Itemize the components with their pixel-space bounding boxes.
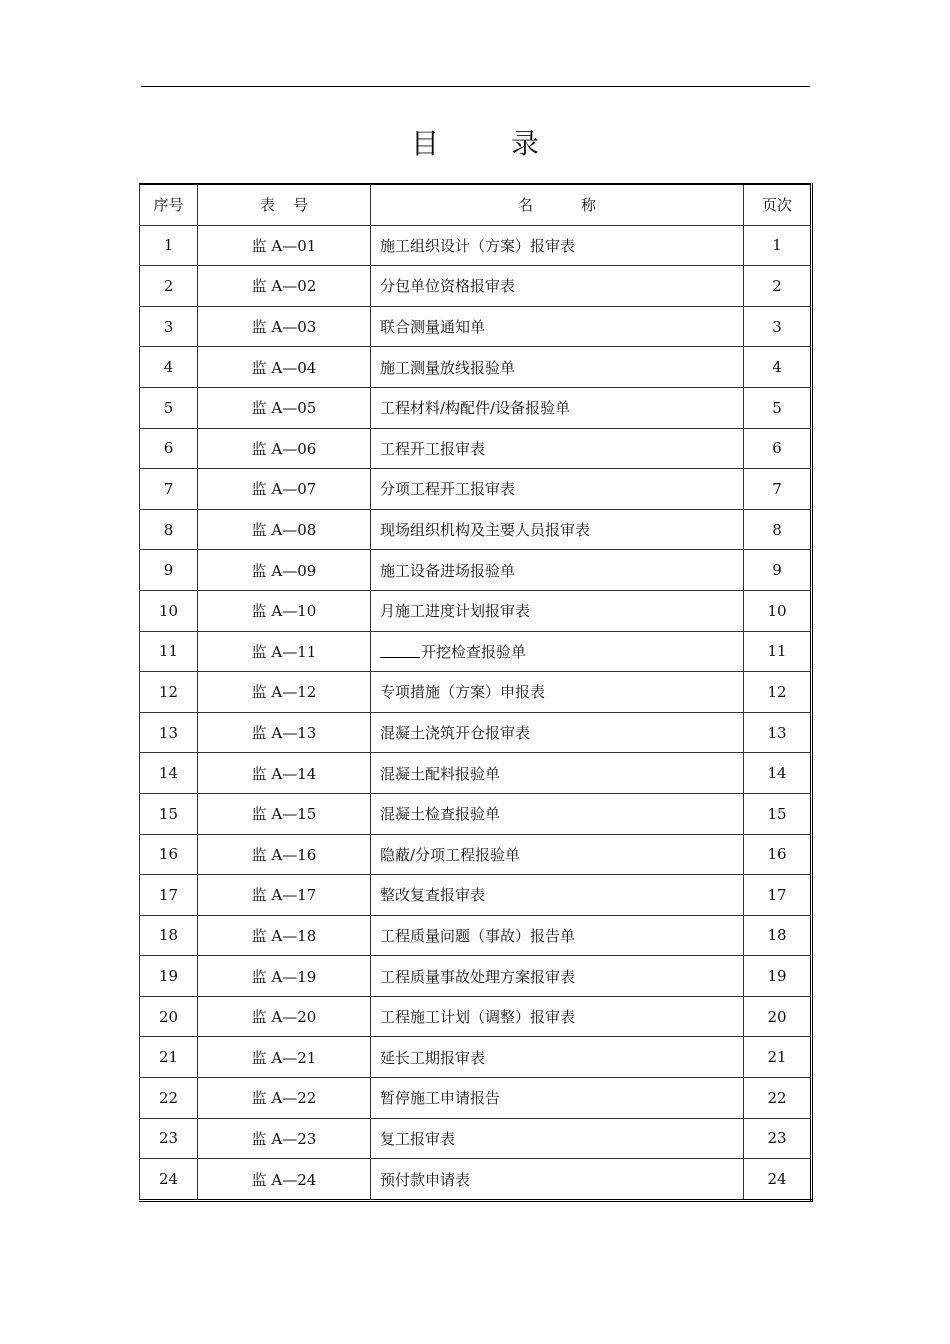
- col-header-code: 表号: [198, 184, 371, 225]
- table-header-row: [140, 184, 812, 225]
- table-row: [140, 387, 812, 428]
- table-row: [140, 793, 812, 834]
- toc-table: [139, 183, 813, 1202]
- row-page: 4: [744, 347, 812, 388]
- row-number: 8: [140, 509, 198, 550]
- col-header-no: 序号: [140, 184, 198, 225]
- row-page: 7: [744, 469, 812, 510]
- row-page: 10: [744, 590, 812, 631]
- table-row: [140, 509, 812, 550]
- row-form-name: 暂停施工申请报告: [371, 1078, 744, 1119]
- row-form-code: 监 A—06: [198, 428, 371, 469]
- row-form-name: 工程施工计划（调整）报审表: [371, 996, 744, 1037]
- row-page: 2: [744, 266, 812, 307]
- row-form-name: 专项措施（方案）申报表: [371, 672, 744, 713]
- row-number: 10: [140, 590, 198, 631]
- row-form-code: 监 A—20: [198, 996, 371, 1037]
- table-row: [140, 915, 812, 956]
- row-number: 3: [140, 306, 198, 347]
- row-number: 17: [140, 875, 198, 916]
- table-row: [140, 347, 812, 388]
- row-page: 24: [744, 1159, 812, 1201]
- row-form-code: 监 A—22: [198, 1078, 371, 1119]
- table-row: [140, 753, 812, 794]
- row-number: 9: [140, 550, 198, 591]
- row-form-code: 监 A—04: [198, 347, 371, 388]
- row-number: 2: [140, 266, 198, 307]
- row-form-name: 混凝土配料报验单: [371, 753, 744, 794]
- row-form-name: 施工组织设计（方案）报审表: [371, 225, 744, 266]
- row-form-code: 监 A—18: [198, 915, 371, 956]
- row-page: 18: [744, 915, 812, 956]
- table-row: [140, 469, 812, 510]
- row-number: 14: [140, 753, 198, 794]
- table-row: [140, 996, 812, 1037]
- row-number: 7: [140, 469, 198, 510]
- table-row: [140, 631, 812, 672]
- row-page: 15: [744, 793, 812, 834]
- row-page: 11: [744, 631, 812, 672]
- row-page: 3: [744, 306, 812, 347]
- row-form-code: 监 A—21: [198, 1037, 371, 1078]
- row-page: 22: [744, 1078, 812, 1119]
- row-page: 1: [744, 225, 812, 266]
- row-form-code: 监 A—05: [198, 387, 371, 428]
- row-form-name: 分项工程开工报审表: [371, 469, 744, 510]
- header-rule: [141, 86, 810, 87]
- row-number: 1: [140, 225, 198, 266]
- col-header-name: 名称: [371, 184, 744, 225]
- row-page: 20: [744, 996, 812, 1037]
- row-page: 19: [744, 956, 812, 997]
- row-page: 9: [744, 550, 812, 591]
- row-page: 14: [744, 753, 812, 794]
- table-row: [140, 956, 812, 997]
- row-form-code: 监 A—13: [198, 712, 371, 753]
- row-form-name: 现场组织机构及主要人员报审表: [371, 509, 744, 550]
- row-number: 20: [140, 996, 198, 1037]
- row-form-code: 监 A—19: [198, 956, 371, 997]
- row-form-name: 分包单位资格报审表: [371, 266, 744, 307]
- row-form-code: 监 A—24: [198, 1159, 371, 1201]
- row-number: 24: [140, 1159, 198, 1201]
- row-number: 15: [140, 793, 198, 834]
- table-row: [140, 1118, 812, 1159]
- row-page: 6: [744, 428, 812, 469]
- col-header-page: 页次: [744, 184, 812, 225]
- row-form-code: 监 A—11: [198, 631, 371, 672]
- row-form-name: 复工报审表: [371, 1118, 744, 1159]
- row-form-name: 工程质量事故处理方案报审表: [371, 956, 744, 997]
- row-number: 23: [140, 1118, 198, 1159]
- row-form-code: 监 A—12: [198, 672, 371, 713]
- row-form-name: 联合测量通知单: [371, 306, 744, 347]
- row-form-name: 混凝土检查报验单: [371, 793, 744, 834]
- fill-in-blank-line: [380, 656, 420, 658]
- row-number: 4: [140, 347, 198, 388]
- row-form-code: 监 A—23: [198, 1118, 371, 1159]
- table-row: [140, 266, 812, 307]
- table-row: [140, 550, 812, 591]
- row-page: 16: [744, 834, 812, 875]
- table-row: [140, 1037, 812, 1078]
- row-page: 12: [744, 672, 812, 713]
- row-form-name: 施工设备进场报验单: [371, 550, 744, 591]
- row-form-name: 隐蔽/分项工程报验单: [371, 834, 744, 875]
- row-number: 11: [140, 631, 198, 672]
- table-row: [140, 1078, 812, 1119]
- row-form-name: 施工测量放线报验单: [371, 347, 744, 388]
- row-page: 8: [744, 509, 812, 550]
- row-page: 13: [744, 712, 812, 753]
- table-row: [140, 712, 812, 753]
- row-form-name: 混凝土浇筑开仓报审表: [371, 712, 744, 753]
- row-number: 21: [140, 1037, 198, 1078]
- row-number: 19: [140, 956, 198, 997]
- row-form-code: 监 A—10: [198, 590, 371, 631]
- row-number: 6: [140, 428, 198, 469]
- table-row: [140, 590, 812, 631]
- row-form-code: 监 A—16: [198, 834, 371, 875]
- row-form-name: 延长工期报审表: [371, 1037, 744, 1078]
- row-form-code: 监 A—08: [198, 509, 371, 550]
- row-form-name: 工程开工报审表: [371, 428, 744, 469]
- table-row: [140, 306, 812, 347]
- page-title: 目录: [410, 127, 611, 160]
- row-number: 12: [140, 672, 198, 713]
- table-row: [140, 225, 812, 266]
- table-row: [140, 672, 812, 713]
- row-form-name-text: 开挖检查报验单: [421, 642, 527, 661]
- table-row: [140, 428, 812, 469]
- table-row: [140, 1159, 812, 1201]
- row-form-name: [371, 631, 744, 672]
- row-number: 5: [140, 387, 198, 428]
- row-form-name: 月施工进度计划报审表: [371, 590, 744, 631]
- row-number: 13: [140, 712, 198, 753]
- row-form-code: 监 A—17: [198, 875, 371, 916]
- row-page: 23: [744, 1118, 812, 1159]
- row-page: 21: [744, 1037, 812, 1078]
- row-form-code: 监 A—14: [198, 753, 371, 794]
- row-form-code: 监 A—01: [198, 225, 371, 266]
- table-row: [140, 875, 812, 916]
- row-number: 16: [140, 834, 198, 875]
- row-form-code: 监 A—03: [198, 306, 371, 347]
- row-form-name: 工程质量问题（事故）报告单: [371, 915, 744, 956]
- row-number: 22: [140, 1078, 198, 1119]
- row-page: 5: [744, 387, 812, 428]
- row-form-code: 监 A—07: [198, 469, 371, 510]
- row-form-code: 监 A—09: [198, 550, 371, 591]
- row-form-name: 预付款申请表: [371, 1159, 744, 1201]
- row-form-name: 工程材料/构配件/设备报验单: [371, 387, 744, 428]
- row-number: 18: [140, 915, 198, 956]
- row-page: 17: [744, 875, 812, 916]
- row-form-name: 整改复查报审表: [371, 875, 744, 916]
- row-form-code: 监 A—02: [198, 266, 371, 307]
- table-row: [140, 834, 812, 875]
- row-form-code: 监 A—15: [198, 793, 371, 834]
